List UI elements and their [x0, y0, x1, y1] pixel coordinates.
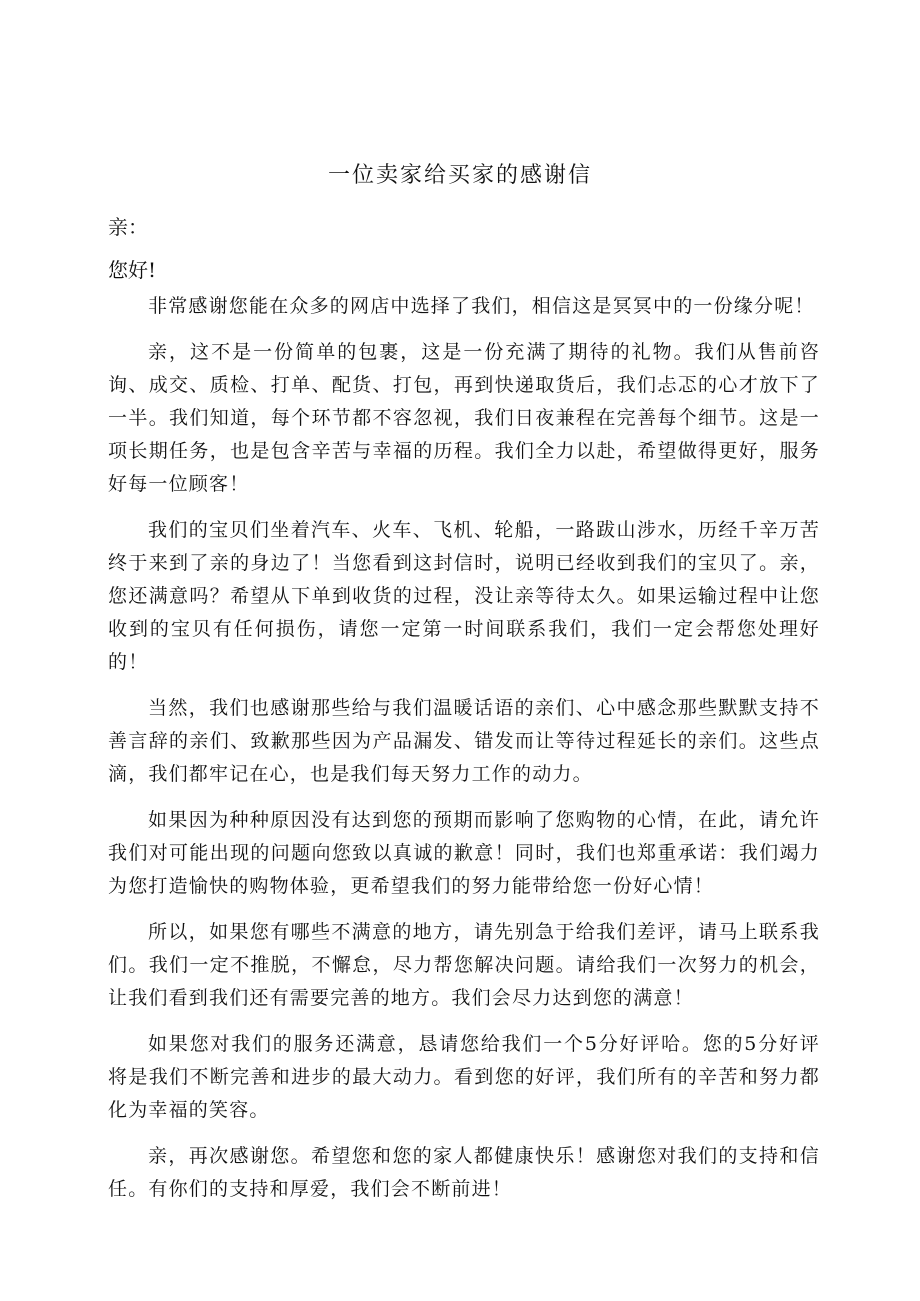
letter-paragraph: 如果您对我们的服务还满意，恳请您给我们一个5分好评哈。您的5分好评将是我们不断完善和进步的最大动力。看到您的好评，我们所有的辛苦和努力都化为幸福的笑容。 [108, 1033, 820, 1121]
letter-greeting: 您好! [108, 258, 157, 282]
letter-body [108, 290, 820, 1219]
letter-paragraph: 如果因为种种原因没有达到您的预期而影响了您购物的心情，在此，请允许我们对可能出现的问题向您致以真诚的歉意！同时，我们也郑重承诺：我们竭力为您打造愉快的购物体验，更希望我们的努力能带给您一份好心情！ [108, 809, 820, 897]
letter-title: 一位卖家给买家的感谢信 [327, 163, 592, 188]
letter-paragraph: 所以，如果您有哪些不满意的地方，请先别急于给我们差评，请马上联系我们。我们一定不推脱，不懈怠，尽力帮您解决问题。请给我们一次努力的机会，让我们看到我们还有需要完善的地方。我们会尽力达到您的满意！ [108, 921, 820, 1009]
letter-salutation: 亲： [108, 215, 148, 239]
letter-paragraph: 我们的宝贝们坐着汽车、火车、飞机、轮船，一路跋山涉水，历经千辛万苦终于来到了亲的身边了！当您看到这封信时，说明已经收到我们的宝贝了。亲，您还满意吗？希望从下单到收货的过程，没让亲等待太久。如果运输过程中让您收到的宝贝有任何损伤，请您一定第一时间联系我们，我们一定会帮您处理好的！ [108, 519, 820, 673]
letter-paragraph: 非常感谢您能在众多的网店中选择了我们，相信这是冥冥中的一份缘分呢！ [148, 295, 815, 317]
letter-paragraph: 当然，我们也感谢那些给与我们温暖话语的亲们、心中感念那些默默支持不善言辞的亲们、致歉那些因为产品漏发、错发而让等待过程延长的亲们。这些点滴，我们都牢记在心，也是我们每天努力工作的动力。 [108, 697, 820, 785]
letter-paragraph: 亲，这不是一份简单的包裹，这是一份充满了期待的礼物。我们从售前咨询、成交、质检、打单、配货、打包，再到快递取货后，我们忐忑的心才放下了一半。我们知道，每个环节都不容忽视，我们日夜兼程在完善每个细节。这是一项长期任务，也是包含辛苦与幸福的历程。我们全力以赴，希望做得更好，服务好每一位顾客！ [108, 341, 820, 495]
letter-paragraph: 亲，再次感谢您。希望您和您的家人都健康快乐！感谢您对我们的支持和信任。有你们的支持和厚爱，我们会不断前进！ [108, 1145, 820, 1200]
